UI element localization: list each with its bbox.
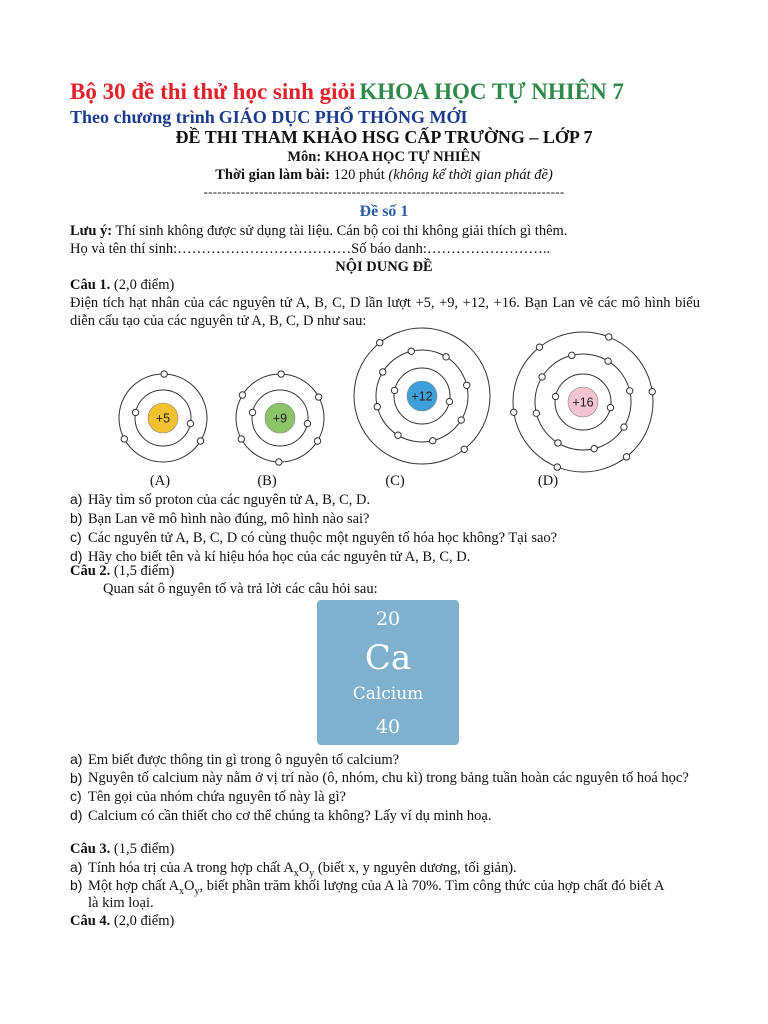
electron: [121, 436, 127, 442]
time-note: (không kể thời gian phát đề): [388, 167, 553, 183]
q2-label: Câu 2.: [70, 563, 111, 579]
candidate-info-line: Họ và tên thí sinh:………………………………Số báo danh:……………………..: [70, 241, 551, 257]
atom-caption: (B): [257, 473, 277, 489]
atom-caption: (A): [149, 473, 171, 489]
q3-label: Câu 3.: [70, 841, 111, 857]
electron: [391, 387, 397, 393]
electron: [276, 459, 282, 465]
q2-item-a: a) Em biết được thông tin gì trong ô nguyên tố calcium?: [70, 751, 400, 768]
electron: [536, 344, 542, 350]
nucleus-charge: +5: [155, 411, 171, 426]
electron: [605, 358, 611, 364]
electron: [552, 393, 558, 399]
electron: [606, 334, 612, 340]
subtitle: [70, 107, 467, 128]
warning-label: Lưu ý:: [70, 223, 113, 239]
electron: [408, 348, 414, 354]
electron: [161, 371, 167, 377]
electron: [278, 371, 284, 377]
title-green-part: KHOA HỌC TỰ NHIÊN 7: [359, 79, 624, 104]
q3-points: (1,5 điểm): [113, 841, 175, 857]
q4-label: Câu 4.: [70, 913, 111, 929]
atom-models: [0, 325, 768, 495]
electron: [446, 398, 452, 404]
q2-items: [70, 750, 702, 825]
electron: [374, 404, 380, 410]
q1-heading: [70, 276, 174, 294]
electron: [461, 446, 467, 452]
q2-points: (1,5 điểm): [113, 563, 175, 579]
electron: [187, 420, 193, 426]
electron: [238, 436, 244, 442]
element-symbol: Ca: [364, 638, 412, 678]
time-line: [0, 167, 768, 184]
q3-item-b: b) Một hợp chất $A_xO_y$, biết phần trăm khối lượng của A là 70%. Tìm công thức của hợp chất đó biết A: [70, 877, 665, 897]
atom-caption: (C): [385, 473, 405, 489]
electron: [623, 454, 629, 460]
q1-intro: Điện tích hạt nhân của các nguyên tử A, B, C, D lần lượt +5, +9, +12, +16. Bạn Lan vẽ các mô hình biểu diễn cấu tạo của các nguyên tử A, B, C, D như sau:: [70, 295, 700, 329]
electron: [304, 420, 310, 426]
warning-text: Thí sinh không được sử dụng tài liệu. Cán bộ coi thi không giải thích gì thêm.: [115, 223, 568, 239]
electron: [511, 409, 517, 415]
q1-item-d: d) Hãy cho biết tên và kí hiệu hóa học của các nguyên tử A, B, C, D.: [70, 548, 471, 565]
q3-item-b-cont: là kim loại.: [88, 895, 154, 911]
element-name: Calcium: [352, 684, 424, 704]
electron: [239, 392, 245, 398]
q1-item-a: a) Hãy tìm số proton của các nguyên tử A, B, C, D.: [70, 491, 371, 508]
atom-model-d: [511, 332, 656, 489]
electron: [621, 424, 627, 430]
atom-model-c: [354, 328, 490, 489]
electron: [626, 388, 632, 394]
exam-title: ĐỀ THI THAM KHẢO HSG CẤP TRƯỜNG – LỚP 7: [175, 127, 593, 147]
title-red-part: Bộ 30 đề thi thử học sinh giỏi: [70, 79, 356, 104]
subtitle-highlight: GIÁO DỤC PHỔ THÔNG MỚI: [218, 107, 468, 127]
electron: [649, 389, 655, 395]
q3-heading: [70, 840, 174, 858]
divider-line: ------------------------------------------------------------------------------: [203, 184, 565, 199]
atom-caption: (D): [537, 473, 559, 489]
main-title: [70, 79, 624, 105]
electron: [458, 417, 464, 423]
electron: [377, 340, 383, 346]
content-heading: NỘI DUNG ĐỀ: [335, 259, 433, 275]
time-label: Thời gian làm bài:: [215, 167, 330, 183]
q3-item-a: a) Tính hóa trị của A trong hợp chất $A_xO_y$ (biết x, y nguyên dương, tối giản).: [70, 859, 517, 879]
electron: [315, 394, 321, 400]
exam-number: Đề số 1: [359, 203, 409, 220]
subtitle-prefix: Theo chương trình: [70, 107, 215, 127]
electron: [197, 438, 203, 444]
q1-label: Câu 1.: [70, 277, 111, 293]
subject-line: Môn: KHOA HỌC TỰ NHIÊN: [287, 149, 481, 165]
electron: [539, 374, 545, 380]
q2-intro: Quan sát ô nguyên tố và trả lời các câu hỏi sau:: [103, 581, 378, 597]
electron: [249, 409, 255, 415]
time-value: 120 phút: [333, 167, 385, 183]
q2-item-c: c) Tên gọi của nhóm chứa nguyên tố này là gì?: [70, 788, 346, 805]
electron: [591, 445, 597, 451]
warning-line: [70, 222, 567, 240]
electron: [607, 404, 613, 410]
q4-heading: [70, 912, 174, 930]
q1-item-b: b) Bạn Lan vẽ mô hình nào đúng, mô hình nào sai?: [70, 510, 370, 527]
atom-model-a: [119, 371, 207, 489]
nucleus-charge: +9: [272, 411, 288, 426]
q2-item-b: b) Nguyên tố calcium này nằm ở vị trí nào (ô, nhóm, chu kì) trong bảng tuần hoàn các nguyên tố hoá học?: [70, 770, 689, 786]
q4-points: (2,0 điểm): [113, 913, 175, 929]
nucleus-charge: +12: [411, 389, 433, 404]
q2-item-d: d) Calcium có cần thiết cho cơ thể chúng ta không? Lấy ví dụ minh hoạ.: [70, 807, 492, 824]
electron: [533, 410, 539, 416]
electron: [395, 432, 401, 438]
electron: [464, 382, 470, 388]
nucleus-charge: +16: [572, 395, 594, 410]
calcium-element-tile: [317, 600, 459, 745]
electron: [380, 369, 386, 375]
electron: [554, 464, 560, 470]
atom-model-b: [236, 371, 324, 489]
electron: [569, 352, 575, 358]
electron: [555, 440, 561, 446]
q1-item-c: c) Các nguyên tử A, B, C, D có cùng thuộc một nguyên tố hóa học không? Tại sao?: [70, 529, 558, 546]
electron: [132, 409, 138, 415]
atomic-mass: 40: [375, 716, 401, 738]
electron: [443, 354, 449, 360]
atomic-number: 20: [375, 608, 401, 630]
electron: [314, 438, 320, 444]
q1-points: (2,0 điểm): [113, 277, 175, 293]
q2-heading: [70, 562, 174, 580]
q1-items: [70, 490, 557, 566]
electron: [430, 438, 436, 444]
